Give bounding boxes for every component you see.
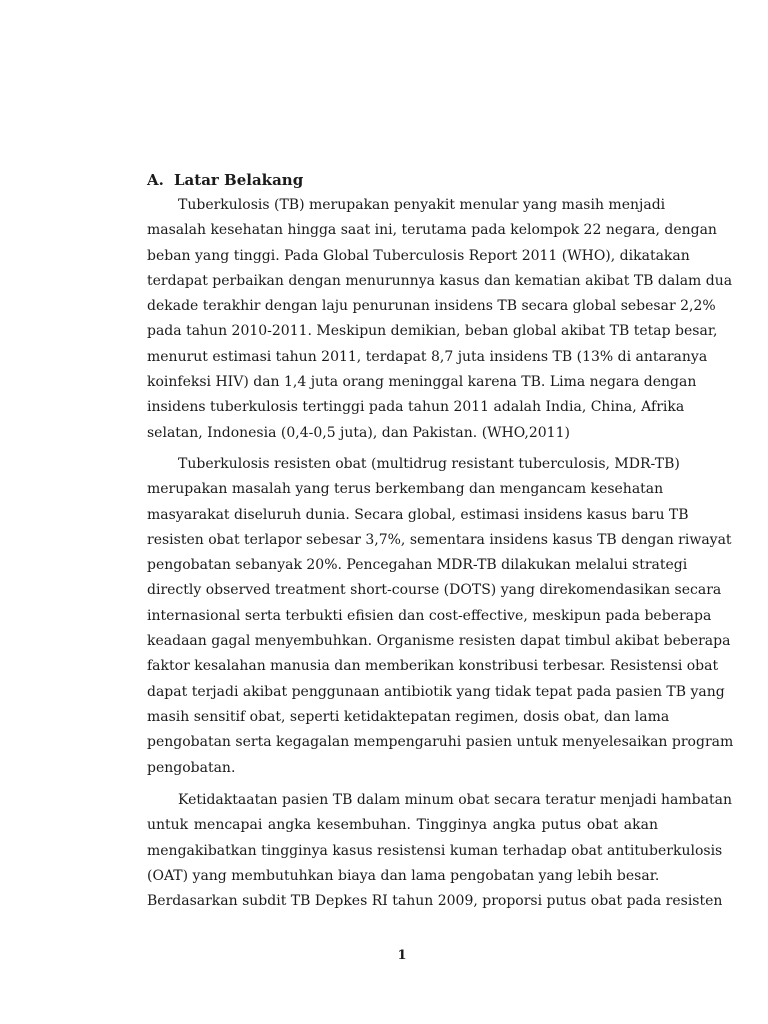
text-line: terdapat perbaikan dengan menurunnya kasus dan kematian akibat TB dalam dua [147, 272, 733, 289]
text-line: pengobatan. [147, 759, 236, 776]
text-line: mengakibatkan tingginya kasus resistensi kuman terhadap obat antituberkulosis [147, 842, 723, 859]
text-line: pada tahun 2010-2011. Meskipun demikian, beban global akibat TB tetap besar, [147, 323, 718, 340]
paragraph-1 [147, 193, 733, 446]
text-line: beban yang tinggi. Pada Global Tuberculosis Report 2011 (WHO), dikatakan [147, 247, 690, 264]
text-line: merupakan masalah yang terus berkembang dan mengancam kesehatan [147, 481, 664, 498]
text-line: (OAT) yang membutuhkan biaya dan lama pengobatan yang lebih besar. [147, 867, 660, 884]
text-line: Ketidaktaatan pasien TB dalam minum obat secara teratur menjadi hambatan [178, 792, 732, 808]
text-line: masyarakat diseluruh dunia. Secara global, estimasi insidens kasus baru TB [147, 506, 689, 523]
page-number: 1 [397, 948, 407, 963]
text-line: Berdasarkan subdit TB Depkes RI tahun 2009, proporsi putus obat pada resisten [147, 893, 723, 910]
text-line: Tuberkulosis resisten obat (multidrug resistant tuberculosis, MDR-TB) [178, 456, 680, 472]
text-line: pengobatan sebanyak 20%. Pencegahan MDR-TB dilakukan melalui strategi [147, 557, 688, 574]
section-number: A. [147, 171, 164, 189]
text-line: menurut estimasi tahun 2011, terdapat 8,7 juta insidens TB (13% di antaranya [147, 348, 708, 365]
text-line: directly observed treatment short-course (DOTS) yang direkomendasikan secara [147, 582, 722, 599]
text-line: faktor kesalahan manusia dan memberikan konstribusi terbesar. Resistensi obat [147, 658, 719, 675]
text-line: keadaan gagal menyembuhkan. Organisme resisten dapat timbul akibat beberapa [147, 633, 731, 650]
text-line: masih sensitif obat, seperti ketidaktepatan regimen, dosis obat, dan lama [147, 708, 670, 725]
text-line: koinfeksi HIV) dan 1,4 juta orang meninggal karena TB. Lima negara dengan [147, 374, 697, 391]
text-line: dapat terjadi akibat penggunaan antibiotik yang tidak tepat pada pasien TB yang [147, 683, 725, 700]
text-line: resisten obat terlapor sebesar 3,7%, sementara insidens kasus TB dengan riwayat [147, 531, 732, 548]
section-title: Latar Belakang [174, 171, 304, 189]
section-heading [147, 170, 303, 190]
text-line: masalah kesehatan hingga saat ini, terutama pada kelompok 22 negara, dengan [147, 222, 717, 239]
text-line: untuk mencapai angka kesembuhan. Tingginya angka putus obat akan [147, 817, 658, 834]
text-line: Tuberkulosis (TB) merupakan penyakit menular yang masih menjadi [178, 197, 666, 213]
paragraph-3 [147, 788, 732, 914]
text-line: selatan, Indonesia (0,4-0,5 juta), dan Pakistan. (WHO,2011) [147, 424, 570, 441]
text-line: insidens tuberkulosis tertinggi pada tahun 2011 adalah India, China, Afrika [147, 399, 685, 416]
text-line: dekade terakhir dengan laju penurunan insidens TB secara global sebesar 2,2% [147, 298, 716, 315]
paragraph-2 [147, 452, 734, 781]
text-line: internasional serta terbukti efisien dan cost-effective, meskipun pada beberapa [147, 607, 712, 624]
text-line: pengobatan serta kegagalan mempengaruhi pasien untuk menyelesaikan program [147, 734, 734, 751]
